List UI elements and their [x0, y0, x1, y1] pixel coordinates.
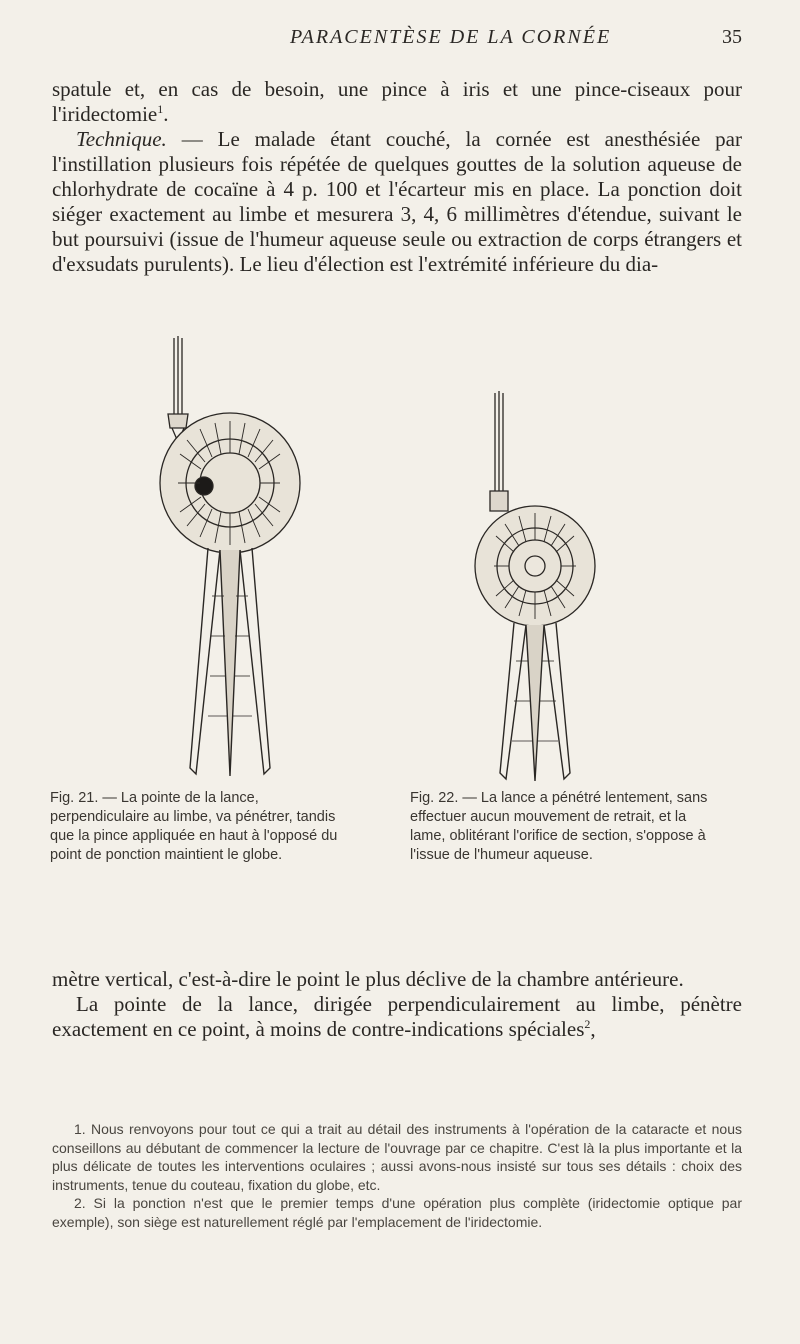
- figure-22-illustration: [450, 391, 630, 781]
- bottom-line-2-end: ,: [590, 1017, 596, 1041]
- footnote-ref-2: 2: [584, 1017, 591, 1031]
- figures-area: [0, 336, 800, 786]
- bottom-line-1: mètre vertical, c'est-à-dire le point le plus déclive de la chambre antérieure.: [52, 967, 684, 991]
- footnote-2: 2. Si la ponction n'est que le premier temps d'une opération plus complète (iridectomie optique par exemple), son siège est naturellement réglé par l'emplacement de l'iridectomie.: [52, 1195, 742, 1230]
- running-header: [0, 26, 800, 56]
- footnote-ref-1: 1: [157, 102, 164, 116]
- bottom-line-2-paragraph: [52, 992, 742, 1042]
- intro-line-2: pour l'iridectomie: [52, 77, 742, 126]
- figure-21-illustration: [120, 336, 340, 781]
- page-number: 35: [722, 26, 742, 48]
- intro-line-2-end: .: [163, 102, 169, 126]
- technique-paragraph: [52, 127, 742, 277]
- intro-line-1: spatule et, en cas de besoin, une pince à iris et une pince-ciseaux: [52, 77, 691, 101]
- top-paragraph: [52, 77, 742, 277]
- technique-text: — Le malade étant couché, la cornée est anesthésiée par l'instillation plusieurs fois répétée de quelques gouttes de la solution aqueuse de chlorhydrate de cocaïne à 4 p. 100 et l'écarteur mis en place. La ponction doit siéger exactement au limbe et mesurera 3, 4, 6 millimètres d'étendue, suivant le but poursuivi (issue de l'humeur aqueuse seule ou extraction de corps étrangers et d'exsudats purulents). Le lieu d'élection est l'extrémité inférieure du dia-: [52, 127, 742, 276]
- bottom-line-2: La pointe de la lance, dirigée perpendiculairement au limbe, pénètre exactement en ce point, à moins de contre-indications spéciales: [52, 992, 742, 1041]
- figure-22-caption: Fig. 22. — La lance a pénétré lentement, sans effectuer aucun mouvement de retrait, et la lame, oblitérant l'orifice de section, s'oppose à l'issue de l'humeur aqueuse.: [410, 790, 708, 863]
- figure-21-caption: Fig. 21. — La pointe de la lance, perpendiculaire au limbe, va pénétrer, tandis que la pince appliquée en haut à l'opposé du point de ponction maintient le globe.: [50, 790, 338, 863]
- footnotes: [52, 1120, 742, 1231]
- running-title: PARACENTÈSE DE LA CORNÉE: [290, 26, 612, 48]
- intro-lines: [52, 77, 742, 127]
- footnote-1: 1. Nous renvoyons pour tout ce qui a trait au détail des instruments à l'opération de la cataracte et nous conseillons au débutant de commencer la lecture de l'ouvrage par ce chapitre. C'est là la plus importante et la plus délicate de toutes les interventions oculaires ; aussi avons-nous insisté sur tous ses détails : choix des instruments, tenue du couteau, fixation du globe, etc.: [52, 1121, 742, 1193]
- technique-heading: Technique.: [76, 127, 167, 151]
- bottom-paragraph: [52, 967, 742, 1042]
